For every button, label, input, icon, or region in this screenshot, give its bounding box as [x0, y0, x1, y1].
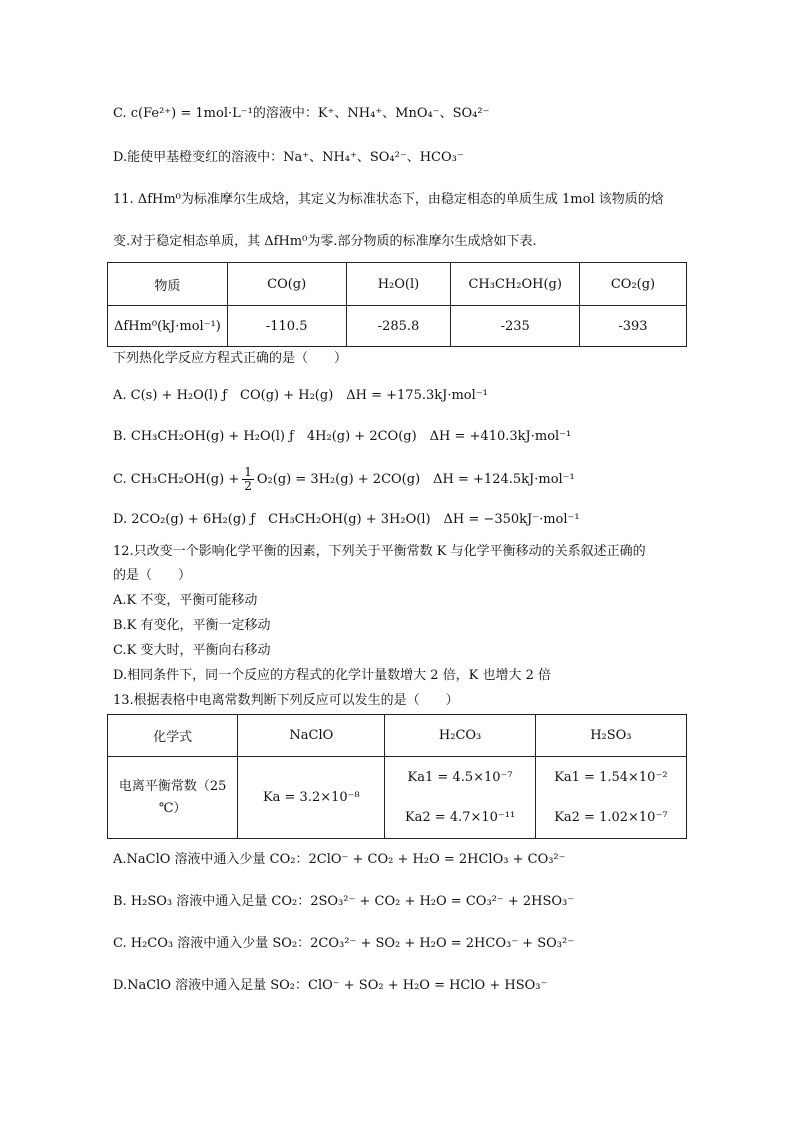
ionization-label-line2: ℃） — [158, 800, 187, 816]
option-11a: A. C(s) + H₂O(l) ƒ CO(g) + H₂(g) ΔH = +175.3kJ·mol⁻¹ — [113, 388, 488, 403]
option-13a: A.NaClO 溶液中通入少量 CO₂：2ClO⁻ + CO₂ + H₂O = 2HClO₃ + CO₃²⁻ — [113, 852, 566, 867]
question-13-stem: 13.根据表格中电离常数判断下列反应可以发生的是（ ） — [113, 693, 459, 708]
ionization-row-label — [108, 757, 238, 839]
enthalpy-header-cell: CO(g) — [227, 263, 346, 306]
question-12-stem-line1: 12.只改变一个影响化学平衡的因素，下列关于平衡常数 K 与化学平衡移动的关系叙述正确的 — [113, 544, 646, 559]
fraction — [242, 466, 254, 493]
enthalpy-value-cell: -110.5 — [227, 306, 346, 347]
option-12c: C.K 变大时，平衡向右移动 — [113, 643, 271, 658]
enthalpy-header-cell: CH₃CH₂OH(g) — [451, 263, 580, 306]
fraction-denominator: 2 — [244, 479, 252, 493]
option-11c — [113, 466, 575, 493]
naclo-ka-cell: Ka = 3.2×10⁻⁸ — [238, 757, 385, 839]
option-11d: D. 2CO₂(g) + 6H₂(g) ƒ CH₃CH₂OH(g) + 3H₂O(l) ΔH = −350kJ⁻·mol⁻¹ — [113, 512, 580, 527]
option-11c-suffix: O₂(g) = 3H₂(g) + 2CO(g) ΔH = +124.5kJ·mol⁻¹ — [256, 471, 575, 487]
question-11-prompt: 下列热化学反应方程式正确的是（ ） — [113, 351, 348, 366]
ionization-label-line1: 电离平衡常数（25 — [118, 778, 227, 794]
option-11c-prefix: C. CH₃CH₂OH(g) + — [113, 471, 240, 487]
option-12a: A.K 不变，平衡可能移动 — [113, 593, 258, 608]
ionization-constant-table — [107, 714, 687, 839]
enthalpy-value-cell: -285.8 — [346, 306, 451, 347]
question-11-stem-line2: 变.对于稳定相态单质，其 ΔfHm⁰为零.部分物质的标准摩尔生成焓如下表. — [113, 234, 537, 249]
question-12-stem-line2: 的是（ ） — [113, 568, 192, 583]
ionization-header-cell: NaClO — [238, 715, 385, 757]
enthalpy-value-cell: -393 — [579, 306, 686, 347]
option-13c: C. H₂CO₃ 溶液中通入少量 SO₂：2CO₃²⁻ + SO₂ + H₂O = 2HCO₃⁻ + SO₃²⁻ — [113, 936, 575, 951]
enthalpy-row-label: ΔfHm⁰(kJ·mol⁻¹) — [108, 306, 228, 347]
h2so3-ka2: Ka2 = 1.02×10⁻⁷ — [554, 809, 668, 825]
enthalpy-table — [107, 262, 687, 347]
enthalpy-header-cell: H₂O(l) — [346, 263, 451, 306]
option-10d: D.能使甲基橙变红的溶液中：Na⁺、NH₄⁺、SO₄²⁻、HCO₃⁻ — [113, 150, 464, 165]
option-12d: D.相同条件下，同一个反应的方程式的化学计量数增大 2 倍，K 也增大 2 倍 — [113, 668, 552, 683]
option-13b: B. H₂SO₃ 溶液中通入足量 CO₂：2SO₃²⁻ + CO₂ + H₂O = CO₃²⁻ + 2HSO₃⁻ — [113, 894, 575, 909]
ionization-header-cell: H₂CO₃ — [385, 715, 535, 757]
option-11b: B. CH₃CH₂OH(g) + H₂O(l) ƒ 4H₂(g) + 2CO(g) ΔH = +410.3kJ·mol⁻¹ — [113, 429, 572, 444]
h2co3-ka2: Ka2 = 4.7×10⁻¹¹ — [404, 809, 516, 825]
ionization-header-cell: 化学式 — [108, 715, 238, 757]
fraction-numerator: 1 — [244, 465, 252, 479]
h2co3-ka-cell — [385, 757, 535, 839]
question-11-stem-line1: 11. ΔfHm⁰为标准摩尔生成焓，其定义为标准状态下，由稳定相态的单质生成 1mol 该物质的焓 — [113, 192, 664, 207]
h2so3-ka1: Ka1 = 1.54×10⁻² — [554, 769, 668, 785]
ionization-header-cell: H₂SO₃ — [535, 715, 686, 757]
option-13d: D.NaClO 溶液中通入足量 SO₂：ClO⁻ + SO₂ + H₂O = HClO + HSO₃⁻ — [113, 978, 548, 993]
h2so3-ka-cell — [535, 757, 686, 839]
h2co3-ka1: Ka1 = 4.5×10⁻⁷ — [407, 769, 513, 785]
enthalpy-value-cell: -235 — [451, 306, 580, 347]
enthalpy-header-cell: CO₂(g) — [579, 263, 686, 306]
enthalpy-header-cell: 物质 — [108, 263, 228, 306]
option-12b: B.K 有变化，平衡一定移动 — [113, 618, 271, 633]
option-10c: C. c(Fe²⁺) = 1mol·L⁻¹的溶液中：K⁺、NH₄⁺、MnO₄⁻、SO₄²⁻ — [113, 106, 490, 121]
